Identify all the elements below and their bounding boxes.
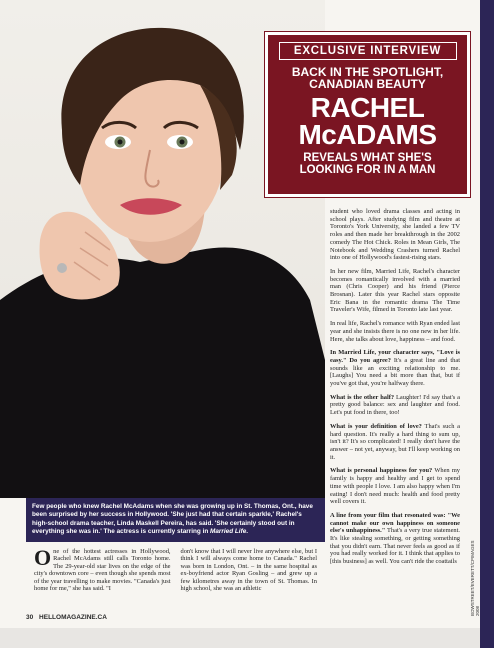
caption-film-title: Married Life [210, 528, 247, 536]
qa-4 [330, 467, 460, 506]
caption-end: . [246, 528, 249, 536]
body-column-1-text: ne of the hottest actresses in Hollywood, Rachel McAdams still calls Toronto home. The 29-year-old star lives on the edge of the city's downtown core – even though she spends most of the year travelling to make movies. "Canada's just home for me," she has said. "I [34, 548, 171, 593]
body-column-1 [34, 545, 171, 608]
footer-site: HELLOMAGAZINE.CA [39, 614, 107, 621]
answer-5: That's a very true statement. It's like stealing something, or getting something that you didn't earn. That never feels as good as if you had really worked for it. I think that applies to [this business] as well. You can't ride the coattails [330, 527, 460, 566]
answer-2: Laughter! I'd say that's a pretty good balance: sex and laughter and food. Let's put food in there, too! [330, 393, 460, 417]
question-4: What is personal happiness for you? [330, 467, 433, 475]
drop-cap: O [34, 545, 52, 570]
body-column-2-text: don't know that I will never live anywhere else, but I think I will always come home to Canada." Rachel was born in London, Ont. – in the same hospital as ex-boyfriend actor Ryan Gosling – and grew up a few kilometres away in the town of St. Thomas. In high school, she was an athletic [180, 548, 317, 593]
qa-3 [330, 423, 460, 462]
caption-text: Few people who knew Rachel McAdams when she was growing up in St. Thomas, Ont., have been surprised by her success in Hollywood. 'She just had that certain sparkle,' Rachel's high-school drama teacher, Linda Maskell Pereira, has said. 'She certainly stood out in everything she was in.' The actress is currently starring in [32, 503, 313, 536]
question-3: What is your definition of love? [330, 422, 422, 430]
answer-4: When my family is happy and healthy and I get to spend time with people I love. I am also happy when I'm eating! I don't need much: health and food pretty well covers it. [330, 467, 461, 506]
paragraph-3: In real life, Rachel's romance with Ryan ended last year and she insists there is no one new in her life. Here, she talks about love, happiness – and food. [330, 320, 460, 343]
headline-line-1: BACK IN THE SPOTLIGHT, [291, 65, 444, 79]
kicker-label: EXCLUSIVE INTERVIEW [279, 42, 457, 60]
headline-line-2: CANADIAN BEAUTY [309, 77, 426, 91]
body-column-2 [181, 548, 318, 608]
question-5: A line from your film that resonated was: "We cannot make our own happiness on someone else's unhappiness." [330, 511, 460, 535]
paragraph-2: In her new film, Married Life, Rachel's character becomes romantically involved with a married man (Chris Cooper) and his friend (Pierce Brosnan). Later this year Rachel stars opposite Eric Bana in the romantic drama The Time Traveler's Wife, filmed in Toronto late last year. [330, 267, 460, 314]
qa-1 [330, 349, 460, 388]
headline-line-4: LOOKING FOR IN A MAN [299, 164, 436, 176]
qa-2 [330, 394, 460, 417]
headline-name-last: McADAMS [298, 119, 437, 150]
body-left-columns [34, 545, 317, 608]
headline-panel [265, 32, 470, 197]
page-footer [26, 614, 226, 624]
question-1: In Married Life, your character says, "Love is easy." Do you agree? [330, 349, 460, 364]
body-right-column [330, 208, 460, 608]
answer-3: That's such a hard question. It's really a hard thing to sum up, isn't it? It's so complicated! I really don't have the answer – not yet, anyway, but I'll keep working on it. [330, 422, 460, 461]
bottom-band [0, 628, 494, 648]
qa-5 [330, 512, 460, 566]
paragraph-1: student who loved drama classes and acting in school plays. After studying film and theatre at Toronto's York University, she landed a few TV roles and then made her breakthrough in the 2002 comedy The Hot Chick. Roles in Mean Girls, The Notebook and Wedding Crashers turned Rachel into one of Hollywood's fastest-rising stars. [330, 208, 460, 262]
photo-credit: BOWSTREET/EVERETT/CPIMAGES 2008 [470, 540, 480, 616]
page-number: 30 [26, 614, 34, 621]
headline-name-first: RACHEL [310, 92, 425, 123]
headline-line-3: REVEALS WHAT SHE'S [303, 152, 432, 164]
question-2: What is the other half? [330, 393, 395, 401]
photo-caption [26, 498, 325, 542]
answer-1: It's a great line and that sounds like an exciting relationship to me. [Laughs] You need a bit more than that, but if you've got that, you're halfway there. [330, 356, 460, 388]
right-bleed-edge [480, 0, 494, 648]
